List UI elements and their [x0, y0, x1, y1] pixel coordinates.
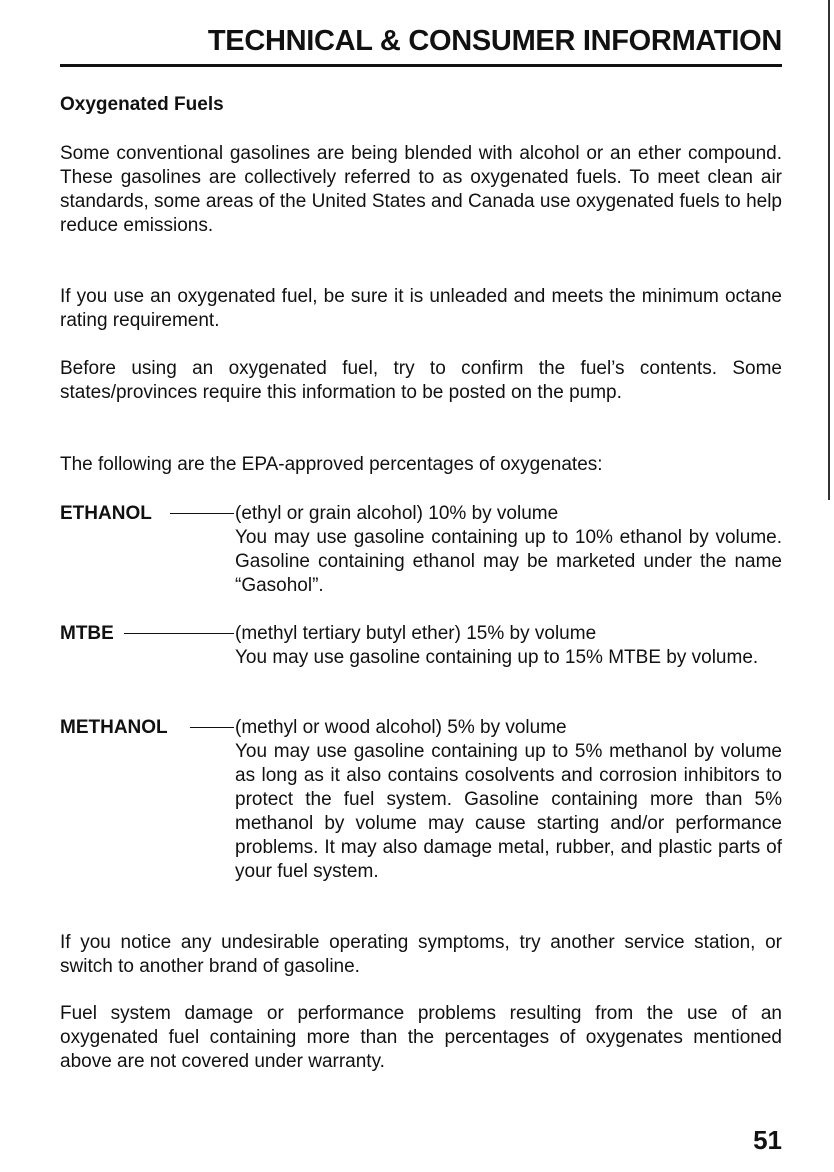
oxygenate-term-mtbe: MTBE	[60, 623, 114, 644]
oxygenate-term-ethanol: ETHANOL	[60, 503, 152, 524]
paragraph-oxygenated-intro: Some conventional gasolines are being blended with alcohol or an ether compound. These gasolines are collectively referred to as oxygenated fuels. To meet clean air standards, some areas of the United States and Canada use oxygenated fuels to help reduce emissions.	[60, 143, 782, 236]
oxygenate-detail-mtbe: You may use gasoline containing up to 15% MTBE by volume.	[235, 647, 759, 668]
paragraph-undesirable-symptoms: If you notice any undesirable operating symptoms, try another service station, or switch to another brand of gasoline.	[60, 932, 782, 977]
page-edge-line	[828, 0, 830, 500]
title-rule	[60, 64, 782, 67]
oxygenate-spec-ethanol: (ethyl or grain alcohol) 10% by volume	[235, 503, 559, 524]
paragraph-confirm-contents: Before using an oxygenated fuel, try to confirm the fuel’s contents. Some states/provinces require this information to be posted on the pump.	[60, 358, 782, 403]
oxygenate-description-mtbe	[235, 622, 782, 670]
oxygenate-spec-mtbe: (methyl tertiary butyl ether) 15% by volume	[235, 623, 597, 644]
oxygenate-detail-ethanol: You may use gasoline containing up to 10% ethanol by volume. Gasoline containing ethanol may be marketed under the name “Gasohol”.	[235, 527, 782, 596]
page-title: TECHNICAL & CONSUMER INFORMATION	[207, 25, 782, 57]
leader-line-methanol	[190, 727, 234, 728]
paragraph-epa-intro: The following are the EPA-approved percentages of oxygenates:	[60, 454, 603, 475]
oxygenate-description-ethanol	[235, 502, 782, 598]
leader-line-ethanol	[170, 513, 234, 514]
page-number: 51	[753, 1125, 782, 1155]
paragraph-warranty-notice: Fuel system damage or performance problems resulting from the use of an oxygenated fuel containing more than the percentages of oxygenates mentioned above are not covered under warranty.	[60, 1003, 782, 1072]
oxygenate-detail-methanol: You may use gasoline containing up to 5% methanol by volume as long as it also contains cosolvents and corrosion inhibitors to protect the fuel system. Gasoline containing more than 5% methanol by volume may cause starting and/or performance problems. It may also damage metal, rubber, and plastic parts of your fuel system.	[235, 741, 782, 882]
leader-line-mtbe	[124, 633, 234, 634]
oxygenate-description-methanol	[235, 716, 782, 884]
section-heading: Oxygenated Fuels	[60, 94, 224, 115]
oxygenate-term-methanol: METHANOL	[60, 717, 168, 738]
oxygenate-spec-methanol: (methyl or wood alcohol) 5% by volume	[235, 717, 567, 738]
paragraph-unleaded-requirement: If you use an oxygenated fuel, be sure it is unleaded and meets the minimum octane rating requirement.	[60, 286, 782, 331]
